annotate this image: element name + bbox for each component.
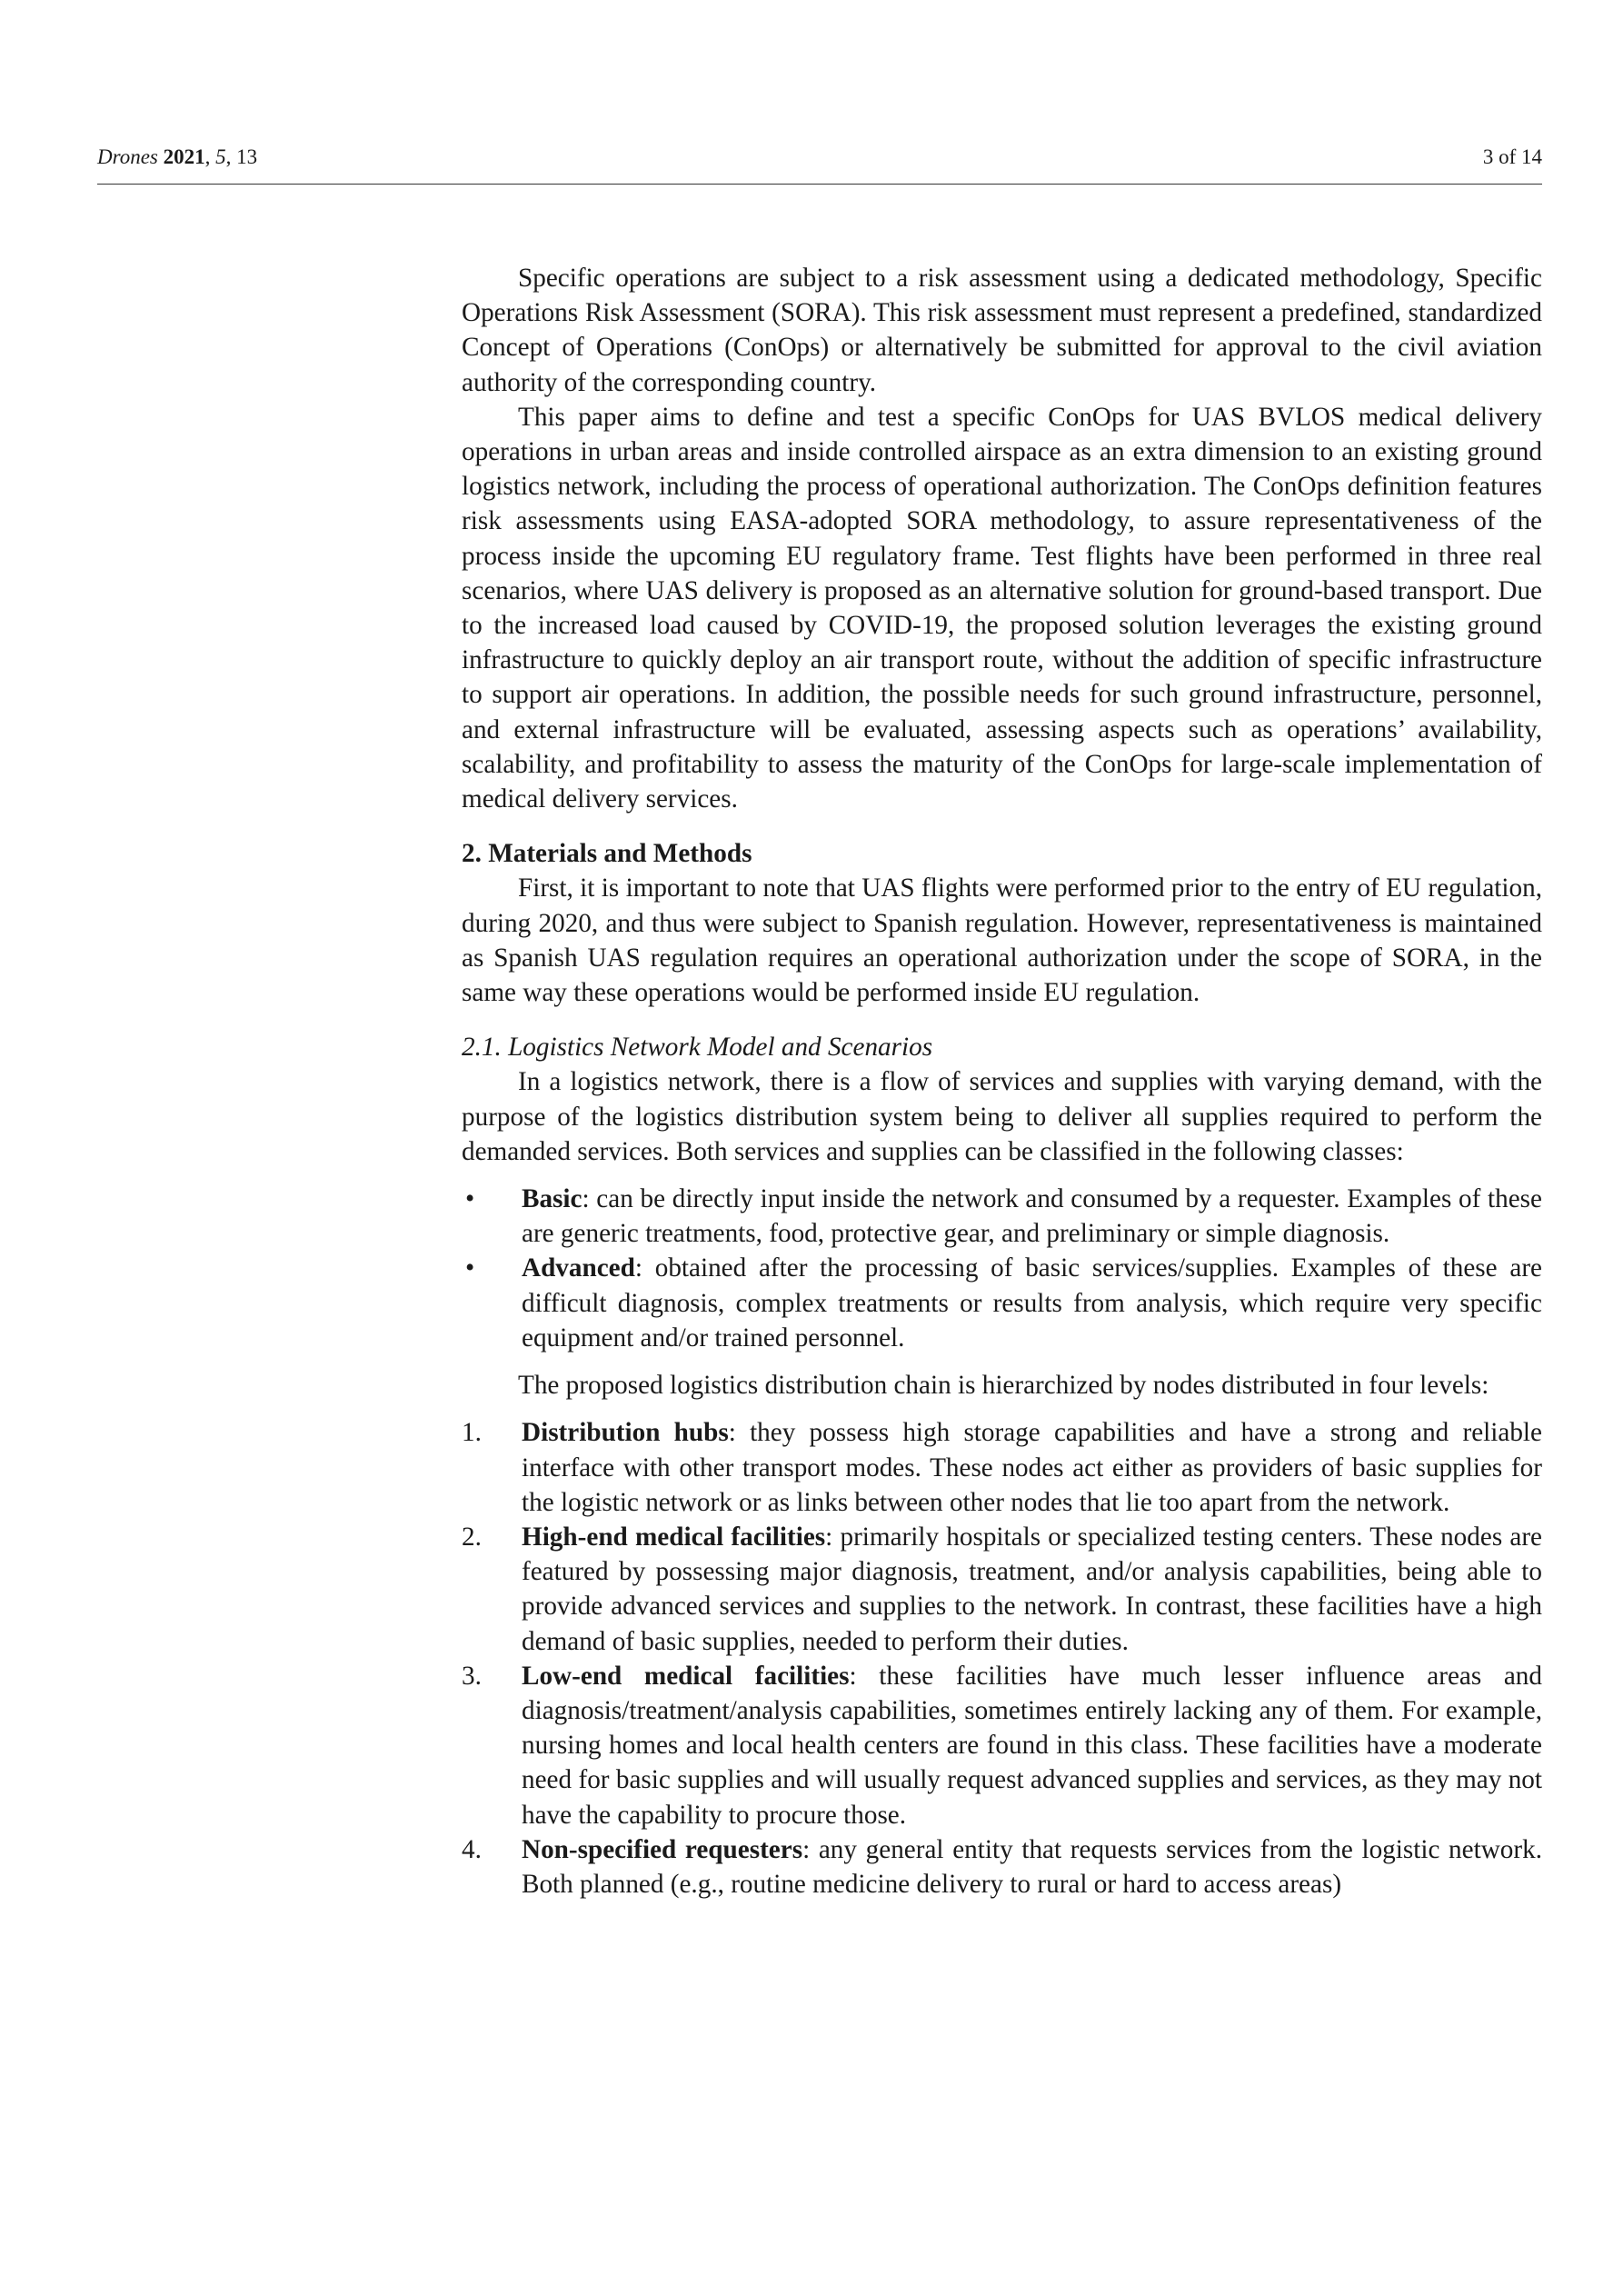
list-item-text: : they possess high storage capabilities and have a strong and reliable interface with other transport modes. These nodes act either as providers of basic supplies for the logistic network or as links between other nodes that lie too apart from the network.: [522, 1418, 1542, 1517]
levels-list: [462, 1415, 1542, 1902]
paragraph-hierarchy: The proposed logistics distribution chain is hierarchized by nodes distributed in four levels:: [518, 1371, 1489, 1401]
list-item: [462, 1415, 1542, 1520]
list-item-text: : obtained after the processing of basic services/supplies. Examples of these are difficult diagnosis, complex treatments or results from analysis, which require very specific equipment and/or trained personnel.: [522, 1253, 1542, 1353]
number-marker: 2.: [462, 1522, 482, 1552]
list-item-text: : any general entity that requests services from the logistic network. Both planned (e.g., routine medicine delivery to rural or hard to access areas): [522, 1834, 1543, 1899]
list-item-term: Low-end medical facilities: [522, 1661, 850, 1691]
paragraph-aims: This paper aims to define and test a specific ConOps for UAS BVLOS medical delivery operations in urban areas and inside controlled airspace as an extra dimension to an existing ground logistics network, including the process of operational authorization. The ConOps definition features risk assessments using EASA-adopted SORA methodology, to assure representativeness of the process inside the upcoming EU regulatory frame. Test flights have been performed in three real scenarios, where UAS delivery is proposed as an alternative solution for ground-based transport. Due to the increased load caused by COVID-19, the proposed solution leverages the existing ground infrastructure to quickly deploy an air transport route, without the addition of specific infrastructure to support air operations. In addition, the possible needs for such ground infrastructure, personnel, and external infrastructure will be evaluated, assessing aspects such as operations’ availability, scalability, and profitability to assess the maturity of the ConOps for large-scale implementation of medical delivery services.: [462, 402, 1542, 814]
list-item-term: Non-specified requesters: [522, 1834, 803, 1864]
journal-name: Drones: [97, 145, 158, 168]
paragraph-sora: Specific operations are subject to a risk assessment using a dedicated methodology, Specific Operations Risk Assessment (SORA). This risk assessment must represent a predefined, standardized Concept of Operations (ConOps) or alternatively be submitted for approval to the civil aviation authority of the corresponding country.: [462, 264, 1542, 397]
number-marker: 3.: [462, 1661, 482, 1691]
journal-citation: Drones 2021, 5, 13: [97, 145, 258, 168]
list-item-term: Advanced: [522, 1253, 635, 1283]
number-marker: 4.: [462, 1834, 482, 1864]
list-item: [462, 1520, 1542, 1659]
header-divider: [97, 184, 1542, 185]
list-item-text: : can be directly input inside the network and consumed by a requester. Examples of these are generic treatments, food, protective gear, and preliminary or simple diagnosis.: [522, 1184, 1542, 1249]
bullet-marker: •: [465, 1253, 475, 1283]
body-text: [462, 261, 1542, 1914]
list-item: [462, 1832, 1542, 1902]
page-number: 3 of 14: [1482, 145, 1542, 168]
paragraph-logistics-network: In a logistics network, there is a flow of services and supplies with varying demand, with the purpose of the logistics distribution system being to deliver all supplies required to perform the demanded services. Both services and supplies can be classified in the following classes:: [462, 1067, 1542, 1166]
subsection-heading-logistics: 2.1. Logistics Network Model and Scenarios: [462, 1033, 933, 1063]
classes-list: [462, 1182, 1542, 1355]
list-item: [462, 1182, 1542, 1251]
list-item-term: Basic: [522, 1184, 582, 1214]
journal-year: 2021: [163, 145, 205, 168]
list-item-term: Distribution hubs: [522, 1418, 729, 1448]
list-item-text: : these facilities have much lesser influence areas and diagnosis/treatment/analysis capabilities, sometimes entirely lacking any of them. For example, nursing homes and local health centers are found in this class. These facilities have a moderate need for basic supplies and will usually request advanced supplies and services, as they may not have the capability to procure those.: [522, 1661, 1542, 1830]
bullet-marker: •: [465, 1184, 475, 1214]
list-item: [462, 1251, 1542, 1355]
paragraph-regulation: First, it is important to note that UAS flights were performed prior to the entry of EU regulation, during 2020, and thus were subject to Spanish regulation. However, representativeness is maintained as Spanish UAS regulation requires an operational authorization under the scope of SORA, in the same way these operations would be performed inside EU regulation.: [462, 873, 1542, 1008]
list-item-term: High-end medical facilities: [522, 1522, 826, 1552]
list-item: [462, 1659, 1542, 1832]
list-item-text: : primarily hospitals or specialized testing centers. These nodes are featured by possessing major diagnosis, treatment, and/or analysis capabilities, being able to provide advanced services and supplies to the network. In contrast, these facilities have a high demand of basic supplies, needed to perform their duties.: [522, 1522, 1542, 1656]
number-marker: 1.: [462, 1418, 482, 1448]
journal-volume: 5: [215, 145, 226, 168]
section-heading-materials-methods: 2. Materials and Methods: [462, 839, 752, 869]
article-number: , 13: [225, 145, 258, 168]
